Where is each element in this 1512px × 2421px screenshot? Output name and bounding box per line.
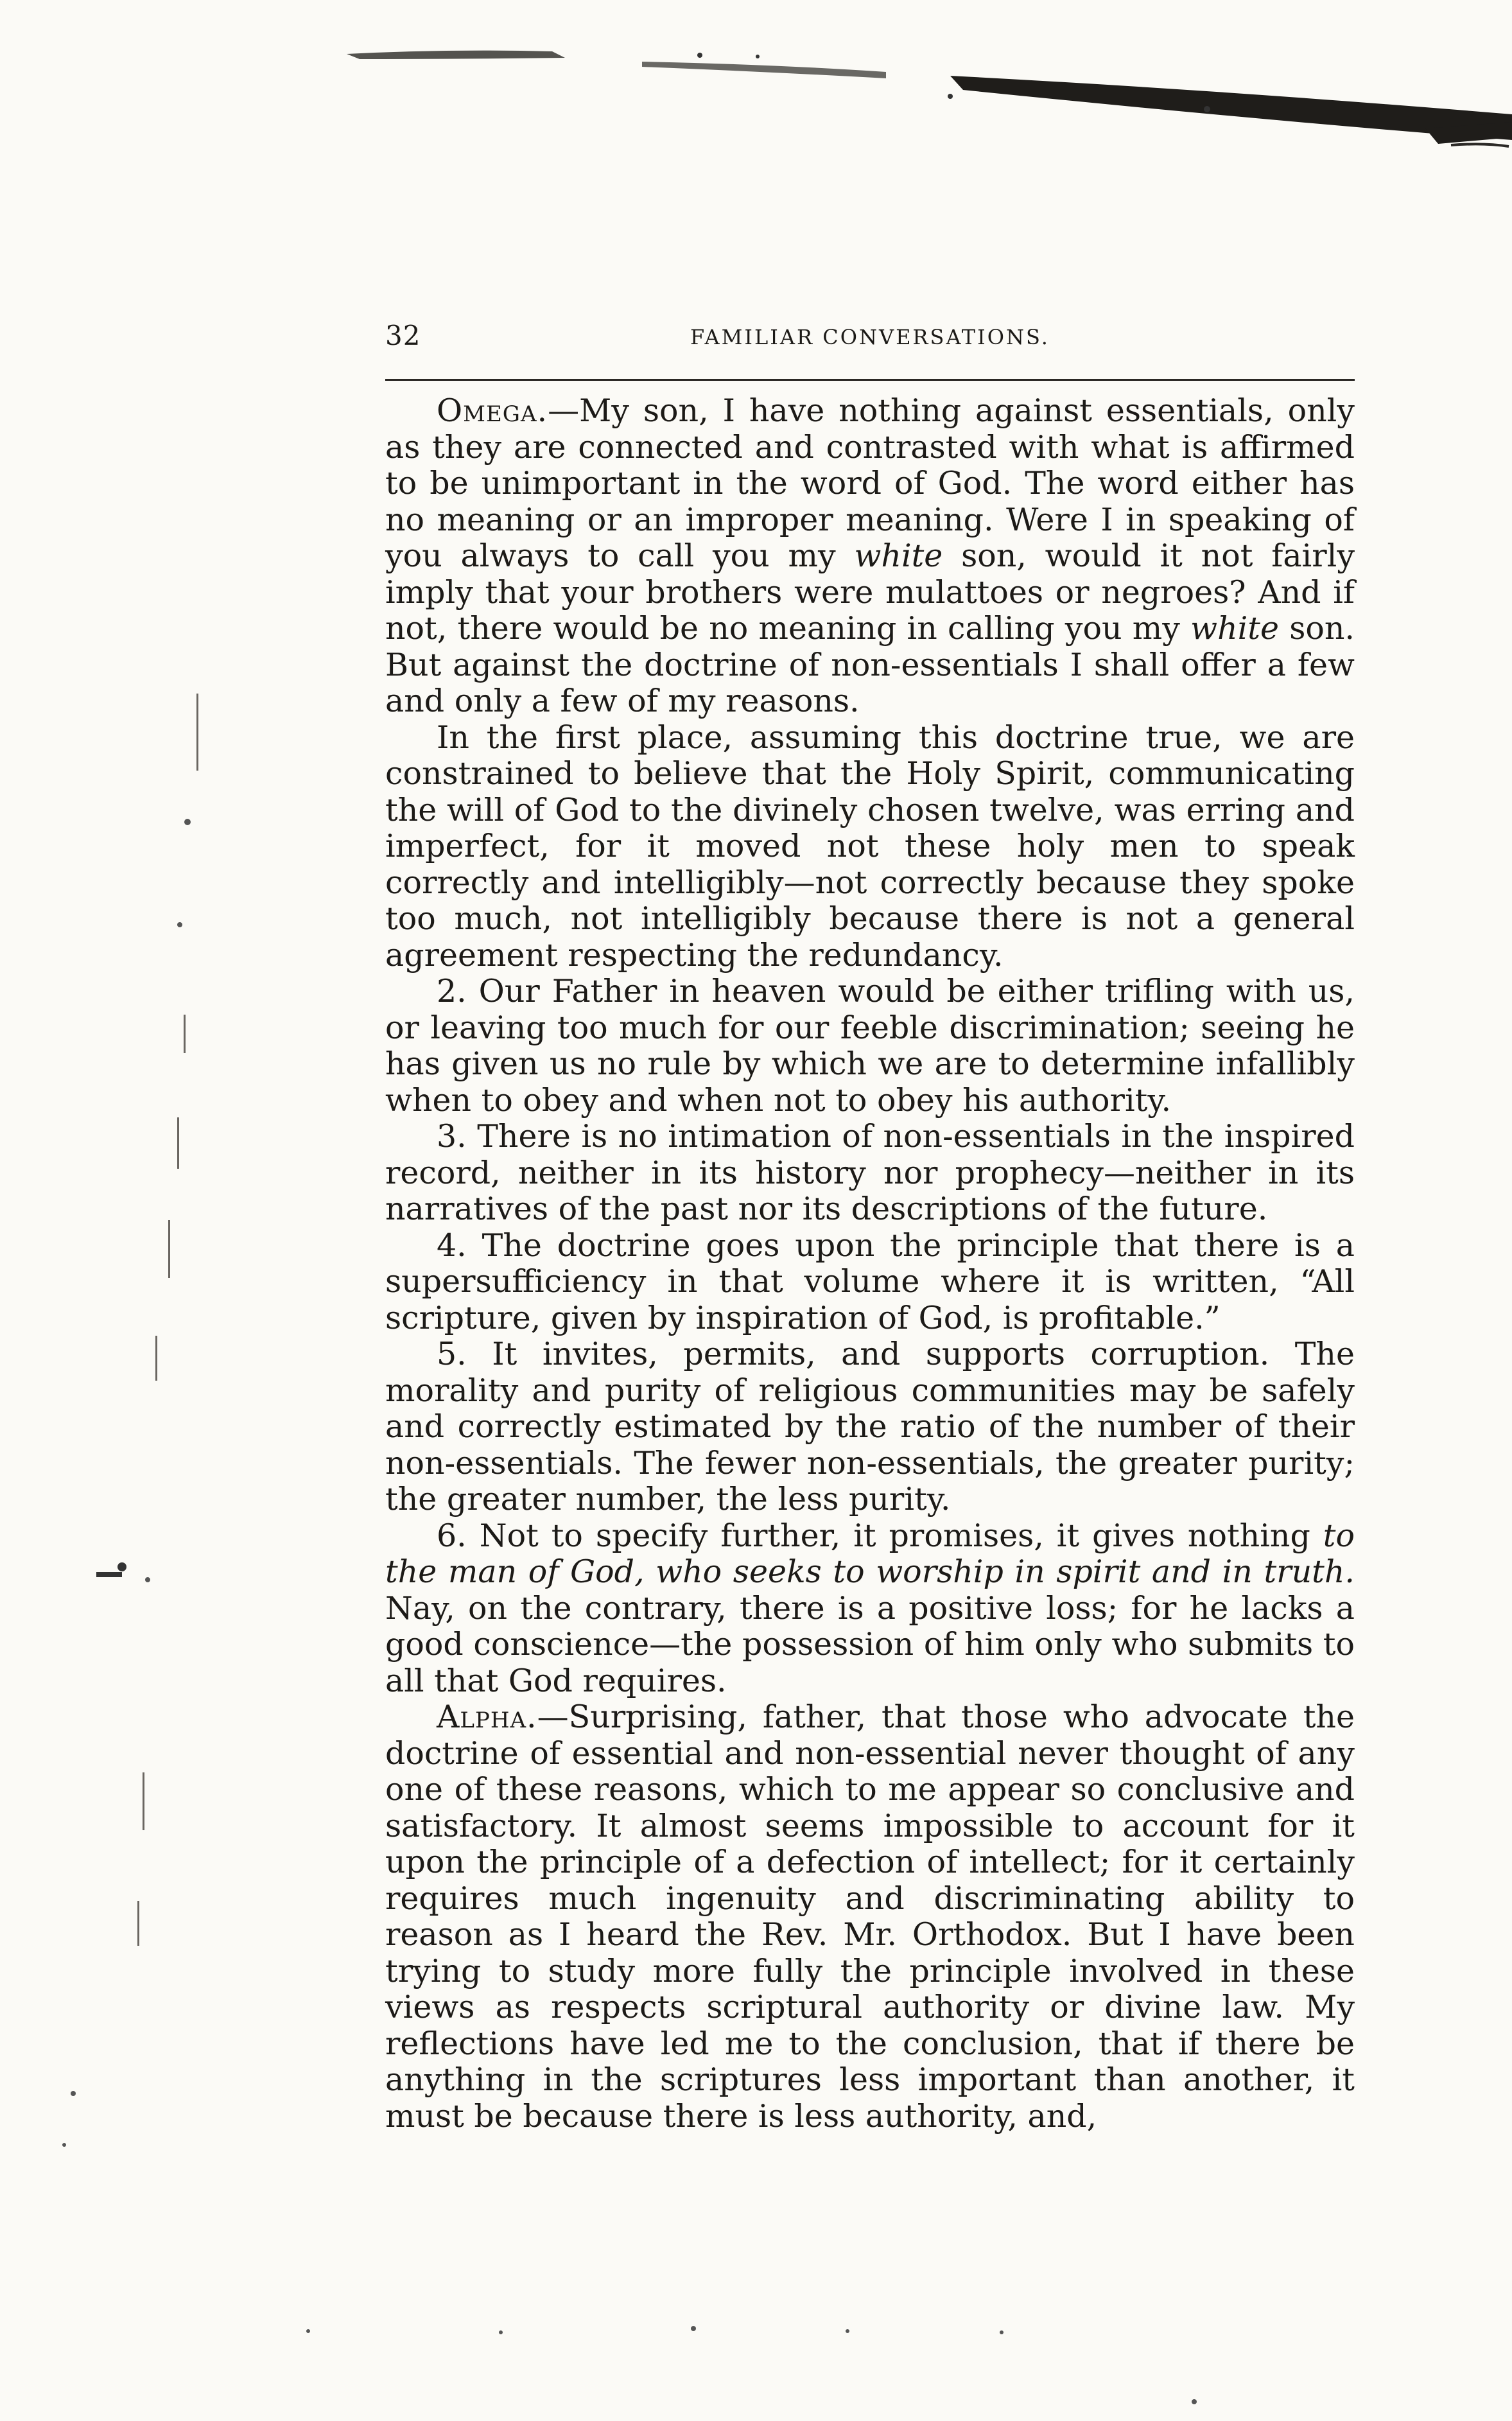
paragraph-alpha: Alpha.—Surprising, father, that those who advocate the doctrine of essential and non-essential never thought of any one of these reasons, which to me appear so conclusive and satisfactory. It almost seems impossible to account for it upon the principle of a defection of intellect; for it certainly requires much ingenuity and discriminating ability to reason as I heard the Rev. Mr. Orthodox. But I have been trying to study more fully the principle involved in these views as respects scriptural authority or divine law. My reflections have led me to the conclusion, that if there be anything in the scriptures less important than another, it must be because there is less authority, and, bbox=[385, 1699, 1355, 2135]
scan-top-edge-ink bbox=[0, 0, 1512, 167]
speaker-name: Omega. bbox=[437, 392, 548, 429]
header-rule bbox=[385, 379, 1355, 381]
paragraph-point-6: 6. Not to specify further, it promises, it gives nothing to the man of God, who seeks to worship in spirit and in truth. Nay, on the contrary, there is a positive loss; for he lacks a good conscience—the possession of him only who submits to all that God requires. bbox=[385, 1517, 1355, 1699]
page-header bbox=[385, 320, 1355, 358]
paragraph-point-3: 3. There is no intimation of non-essentials in the inspired record, neither in its history nor prophecy—neither in its narratives of the past nor its descriptions of the future. bbox=[385, 1118, 1355, 1227]
paragraph-point-2: 2. Our Father in heaven would be either trifling with us, or leaving too much for our feeble discrimination; seeing he has given us no rule by which we are to determine infallibly when to obey and when not to obey his authority. bbox=[385, 973, 1355, 1119]
scan-bottom-specks bbox=[193, 2260, 1348, 2421]
paragraph-omega: Omega.—My son, I have nothing against essentials, only as they are connected and contrasted with what is affirmed to be unimportant in the word of God. The word either has no meaning or an improper meaning. Were I in speaking of you always to call you my white son, would it not fairly imply that your brothers were mulattoes or negroes? And if not, there would be no meaning in calling you my white son. But against the doctrine of non-essentials I shall offer a few and only a few of my reasons. bbox=[385, 392, 1355, 719]
page-number: 32 bbox=[385, 320, 421, 351]
paragraph-point-4: 4. The doctrine goes upon the principle that there is a supersufficiency in that volume where it is written, “All scripture, given by inspiration of God, is profitable.” bbox=[385, 1227, 1355, 1336]
paragraph-point-5: 5. It invites, permits, and supports corruption. The morality and purity of religious communities may be safely and correctly estimated by the ratio of the number of their non-essentials. The fewer non-essentials, the greater purity; the greater number, the less purity. bbox=[385, 1336, 1355, 1517]
speaker-name: Alpha. bbox=[437, 1699, 537, 1735]
running-head: FAMILIAR CONVERSATIONS. bbox=[690, 325, 1050, 349]
scan-margin-specks bbox=[0, 360, 205, 2286]
body-text bbox=[385, 393, 1355, 2135]
paragraph-point-1: In the first place, assuming this doctrine true, we are constrained to believe that the Holy Spirit, communicating the will of God to the divinely chosen twelve, was erring and imperfect, for it moved not these holy men to speak correctly and intelligibly—not correctly because they spoke too much, not intelligibly because there is not a general agreement respecting the redundancy. bbox=[385, 719, 1355, 974]
